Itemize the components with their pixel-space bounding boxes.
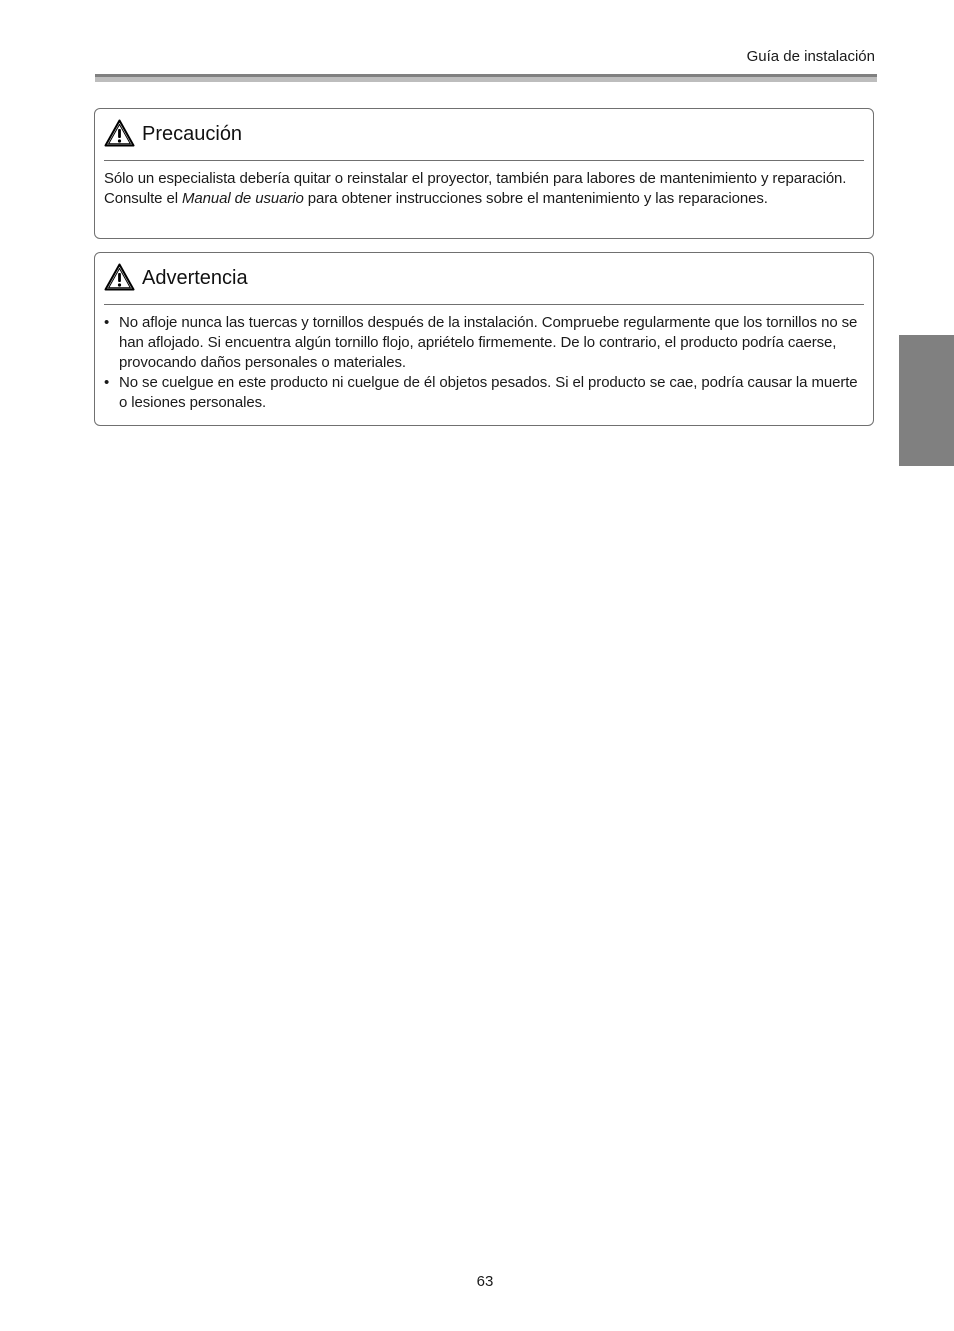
page-number: 63 — [476, 1273, 494, 1290]
caution-notice-header — [104, 109, 864, 161]
warning-notice-header — [104, 253, 864, 305]
warning-list-item: • No se cuelgue en este producto ni cuelgue de él objetos pesados. Si el producto se cae, podría causar la muerte o lesiones personales. — [104, 373, 866, 413]
warning-title: Advertencia — [142, 267, 248, 289]
warning-list-item: • No afloje nunca las tuercas y tornillos después de la instalación. Compruebe regularmente que los tornillos no se han aflojado. Si encuentra algún tornillo flojo, apriételo firmemente. De lo contrario, el producto podría caerse, provocando daños personales o materiales. — [104, 313, 866, 373]
caution-text-part-1: Sólo un especialista debería quitar o reinstalar el proyector, también para labores de mantenimiento y reparación. Consulte el — [104, 170, 847, 207]
warning-triangle-icon — [104, 263, 135, 291]
warning-list — [104, 313, 866, 413]
caution-notice-box — [94, 108, 874, 239]
section-side-tab — [899, 335, 954, 466]
caution-paragraph — [104, 169, 866, 209]
warning-triangle-icon — [104, 119, 135, 147]
manual-reference: Manual de usuario — [182, 190, 304, 207]
caution-text-part-2: para obtener instrucciones sobre el mantenimiento y las reparaciones. — [303, 190, 768, 207]
warning-notice-box — [94, 252, 874, 426]
header-rule — [95, 74, 877, 82]
caution-body — [104, 169, 866, 209]
warning-body — [104, 313, 866, 413]
caution-title: Precaución — [142, 123, 243, 145]
running-header-title: Guía de instalación — [746, 48, 875, 65]
